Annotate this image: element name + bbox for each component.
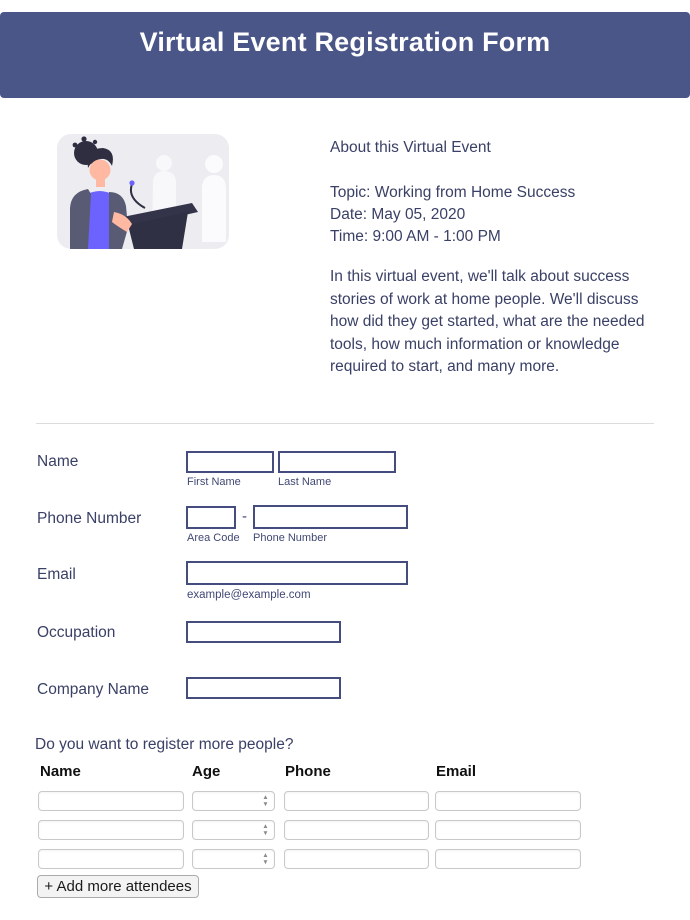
- email-label: Email: [37, 566, 76, 583]
- speaker-illustration: [57, 134, 229, 249]
- speaker-at-podium-illustration-graphic: [57, 134, 229, 249]
- last-name-input[interactable]: [278, 451, 396, 473]
- attendee-name-input[interactable]: [38, 791, 184, 811]
- about-topic: Topic: Working from Home Success: [330, 184, 576, 201]
- spinner-up-icon[interactable]: ▲: [262, 852, 269, 859]
- phone-number-sublabel: Phone Number: [253, 532, 327, 544]
- email-input[interactable]: [186, 561, 408, 585]
- attendee-age-field: [192, 791, 275, 811]
- attendee-phone-input[interactable]: [284, 820, 429, 840]
- spinner-up-icon[interactable]: ▲: [262, 823, 269, 830]
- occupation-label: Occupation: [37, 624, 116, 641]
- form-header: [0, 12, 690, 98]
- first-name-sublabel: First Name: [187, 476, 241, 488]
- column-header-phone: Phone: [285, 763, 331, 780]
- attendee-age-field: [192, 849, 275, 869]
- about-date: Date: May 05, 2020: [330, 206, 466, 223]
- area-code-sublabel: Area Code: [187, 532, 240, 544]
- column-header-name: Name: [40, 763, 81, 780]
- attendee-name-input[interactable]: [38, 820, 184, 840]
- age-spinner[interactable]: [259, 793, 272, 809]
- email-hint-sublabel: example@example.com: [187, 589, 311, 601]
- attendee-name-input[interactable]: [38, 849, 184, 869]
- occupation-input[interactable]: [186, 621, 341, 643]
- about-description: In this virtual event, we'll talk about success stories of work at home people. We'll discuss how did they get started, what are the needed tools, how much information or knowledge required to start, and many more.: [330, 268, 645, 375]
- add-more-attendees-button[interactable]: + Add more attendees: [37, 875, 199, 898]
- attendee-phone-input[interactable]: [284, 849, 429, 869]
- last-name-sublabel: Last Name: [278, 476, 332, 488]
- spinner-down-icon[interactable]: ▼: [262, 801, 269, 808]
- column-header-email: Email: [436, 763, 477, 780]
- name-label: Name: [37, 453, 79, 470]
- attendee-email-input[interactable]: [435, 820, 581, 840]
- attendee-phone-input[interactable]: [284, 791, 429, 811]
- first-name-input[interactable]: [186, 451, 274, 473]
- form-title: Virtual Event Registration Form: [139, 27, 551, 57]
- company-name-label: Company Name: [37, 681, 149, 698]
- age-spinner[interactable]: [259, 822, 272, 838]
- phone-label: Phone Number: [37, 510, 142, 527]
- register-more-question: Do you want to register more people?: [35, 736, 294, 753]
- attendee-email-input[interactable]: [435, 849, 581, 869]
- about-time: Time: 9:00 AM - 1:00 PM: [330, 228, 501, 245]
- phone-number-input[interactable]: [253, 505, 408, 529]
- area-code-input[interactable]: [186, 506, 236, 529]
- company-name-input[interactable]: [186, 677, 341, 699]
- spinner-down-icon[interactable]: ▼: [262, 830, 269, 837]
- age-spinner[interactable]: [259, 851, 272, 867]
- section-divider: [36, 423, 654, 424]
- spinner-up-icon[interactable]: ▲: [262, 794, 269, 801]
- column-header-age: Age: [192, 763, 221, 780]
- phone-separator: -: [242, 508, 247, 525]
- attendee-age-field: [192, 820, 275, 840]
- attendee-email-input[interactable]: [435, 791, 581, 811]
- about-heading: About this Virtual Event: [330, 139, 491, 156]
- spinner-down-icon[interactable]: ▼: [262, 859, 269, 866]
- about-section: [330, 137, 664, 379]
